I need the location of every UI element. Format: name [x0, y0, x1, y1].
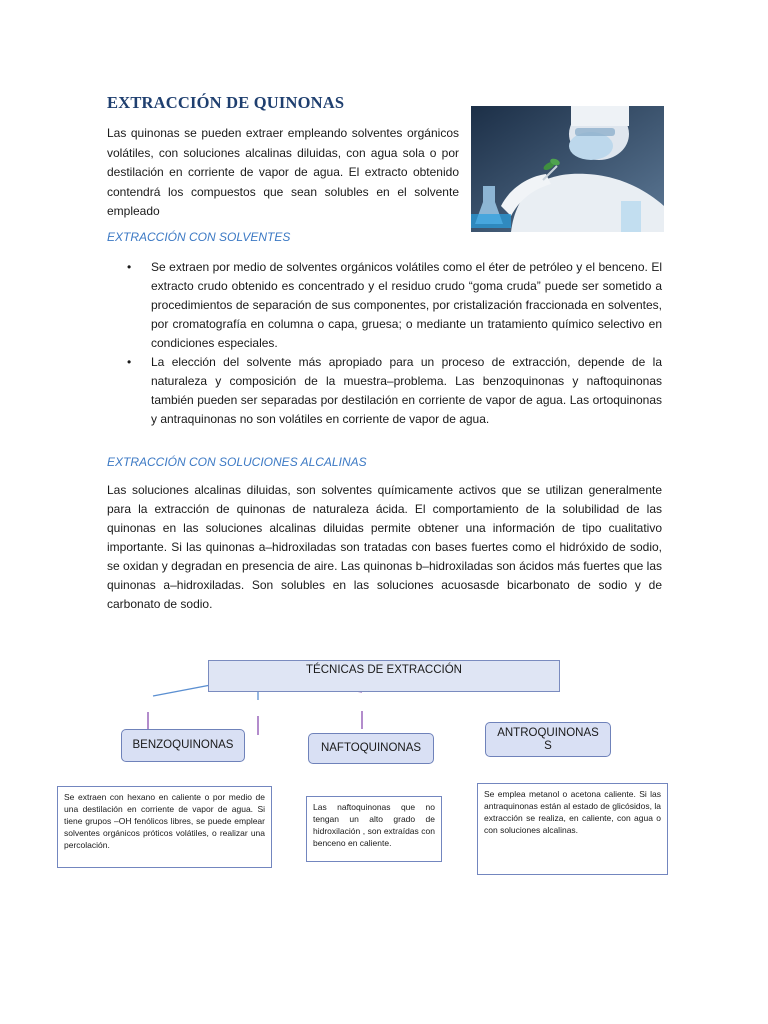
- description-naftoquinonas: Las naftoquinonas que no tengan un alto grado de hidroxilación , son extraídas con benceno en caliente.: [306, 796, 442, 862]
- category-benzoquinonas: BENZOQUINONAS: [121, 729, 245, 762]
- category-antroquinonas: ANTROQUINONAS S: [485, 722, 611, 757]
- description-benzoquinonas: Se extraen con hexano en caliente o por medio de una destilación en corriente de vapor de agua. Si tiene grupos –OH fenólicos libres, se puede emplear solventes orgánicos próticos volátiles, o realizar una percolación.: [57, 786, 272, 868]
- section-heading-alcalinas: EXTRACCIÓN CON SOLUCIONES ALCALINAS: [107, 455, 367, 469]
- alcalinas-paragraph: Las soluciones alcalinas diluidas, son solventes químicamente activos que se utilizan generalmente para la extracción de quinonas de naturaleza ácida. El comportamiento de la solubilidad de las quinonas en las soluciones alcalinas diluidas permite obtener una información de tipo cualitativo importante. Si las quinonas a–hidroxiladas son tratadas con bases fuertes como el hidróxido de sodio, se oxidan y degradan en presencia de aire. Las quinonas b–hidroxiladas son ácidos más fuertes que las quinonas a–hidroxiladas. Son solubles en las soluciones acuosasde bicarbonato de sodio y de carbonato de sodio.: [107, 483, 662, 611]
- diagram-main-box: TÉCNICAS DE EXTRACCIÓN: [208, 660, 560, 692]
- list-item: • La elección del solvente más apropiado para un proceso de extracción, depende de la naturaleza y composición de la muestra–problema. Las benzoquinonas y naftoquinonas también pueden ser separadas por destilación en corriente de vapor de agua. Las ortoquinonas y antraquinonas no son volátiles en corriente de vapor de agua.: [127, 355, 662, 426]
- section-heading-solventes: EXTRACCIÓN CON SOLVENTES: [107, 230, 291, 244]
- description-antroquinonas: Se emplea metanol o acetona caliente. Si las antraquinonas están al estado de glicósidos, la extracción se realiza, en caliente, con agua o con soluciones alcalinas.: [477, 783, 668, 875]
- page-title: EXTRACCIÓN DE QUINONAS: [107, 93, 345, 112]
- solventes-list: [107, 258, 662, 429]
- list-item: • Se extraen por medio de solventes orgánicos volátiles como el éter de petróleo y el benceno. El extracto crudo obtenido es concentrado y el residuo crudo “goma cruda” puede ser sometido a procedimientos de separación de sus componentes, por cristalización fraccionada en solventes, por cromatografía en columna o capa, gruesa; o mediante un tratamiento químico selectivo en condiciones especiales.: [127, 260, 662, 350]
- intro-paragraph: Las quinonas se pueden extraer empleando solventes orgánicos volátiles, con soluciones alcalinas diluidas, con agua sola o por destilación en corriente de vapor de agua. El extracto obtenido contendrá los compuestos que sean solubles en el solvente empleado: [107, 126, 459, 218]
- scientist-photo-icon: [471, 106, 664, 232]
- scientist-photo: [471, 106, 664, 232]
- bullet-icon: •: [127, 355, 132, 369]
- bullet-icon: •: [127, 260, 132, 274]
- category-naftoquinonas: NAFTOQUINONAS: [308, 733, 434, 764]
